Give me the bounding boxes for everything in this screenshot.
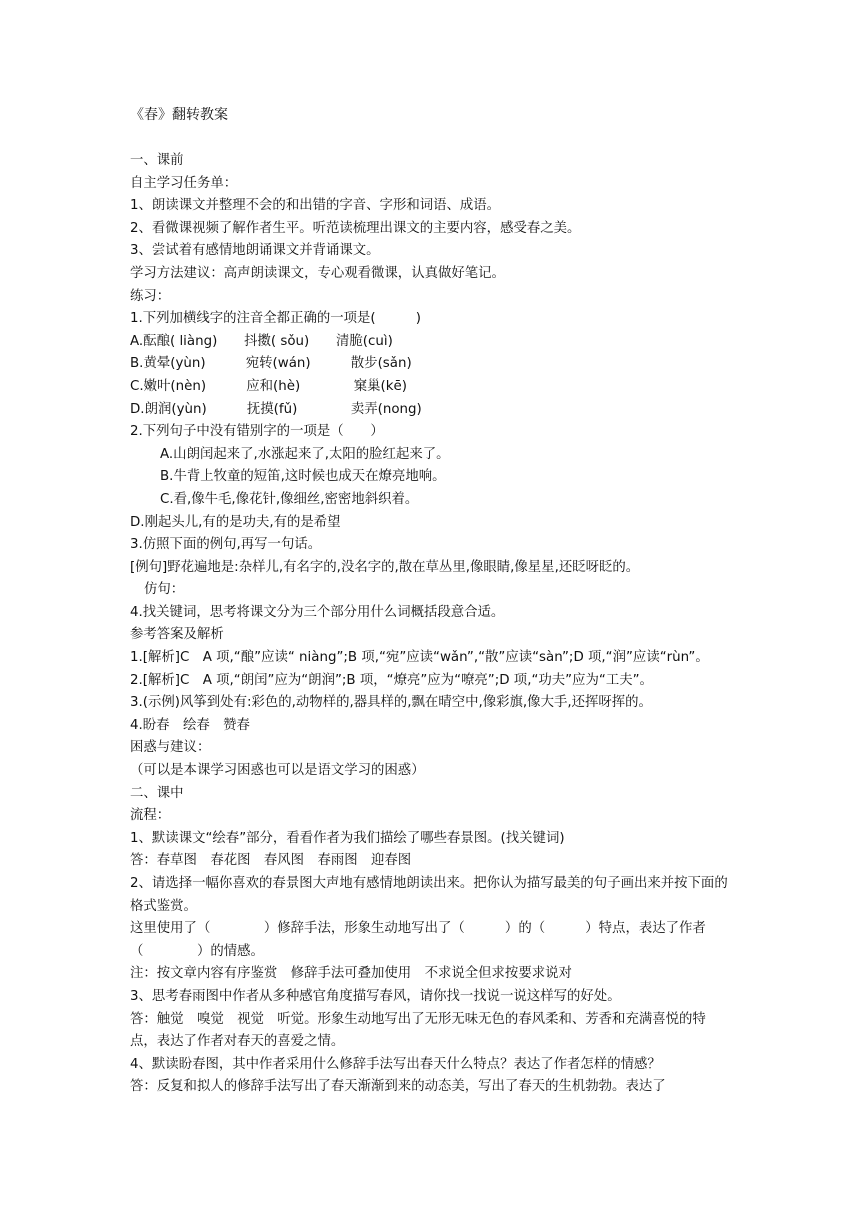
answer-line: 答：反复和拟人的修辞手法写出了春天渐渐到来的动态美，写出了春天的生机勃勃。表达了 bbox=[130, 1079, 666, 1095]
option-line: A.山朗闰起来了,水涨起来了,太阳的脸红起来了。 bbox=[160, 446, 450, 462]
text-line: （可以是本课学习困惑也可以是语文学习的困惑） bbox=[130, 763, 425, 779]
question-line: 3.仿照下面的例句,再写一句话。 bbox=[130, 537, 322, 553]
section-heading: 一、课前 bbox=[130, 153, 184, 168]
document-title: 《春》翻转教案 bbox=[130, 107, 228, 123]
text-line: 3、尝试着有感情地朗诵课文并背诵课文。 bbox=[130, 243, 380, 259]
document-body bbox=[130, 150, 732, 1099]
answer-line: 答：触觉 嗅觉 视觉 听觉。形象生动地写出了无形无味无色的春风柔和、芳香和充满喜悦的特点，表达了作者对春天的喜爱之情。 bbox=[130, 1011, 706, 1050]
text-line: 仿句： bbox=[144, 582, 185, 598]
option-line: D.刚起头儿,有的是功夫,有的是希望 bbox=[130, 514, 341, 530]
option-line: B.黄晕(yùn) 宛转(wán) 散步(sǎn) bbox=[130, 356, 412, 372]
answer-line: 3.(示例)风筝到处有:彩色的,动物样的,器具样的,飘在晴空中,像彩旗,像大手,还挥呀挥的。 bbox=[130, 695, 652, 711]
text-line: 2、请选择一幅你喜欢的春景图大声地有感情地朗读出来。把你认为描写最美的句子画出来并按下面的格式鉴赏。 bbox=[130, 876, 728, 914]
text-line: 2、看微课视频了解作者生平。听范读梳理出课文的主要内容，感受春之美。 bbox=[130, 220, 581, 236]
text-line: 流程： bbox=[130, 808, 171, 824]
answer-line: 4.盼春 绘春 赞春 bbox=[130, 717, 250, 733]
option-line: C.看,像牛毛,像花针,像细丝,密密地斜织着。 bbox=[160, 491, 419, 507]
text-line: 自主学习任务单： bbox=[130, 175, 238, 191]
text-line: 注：按文章内容有序鉴赏 修辞手法可叠加使用 不求说全但求按要求说对 bbox=[130, 966, 572, 982]
text-line: 练习： bbox=[130, 288, 171, 304]
text-line: 3、思考春雨图中作者从多种感官角度描写春风，请你找一找说一说这样写的好处。 bbox=[130, 988, 621, 1004]
text-line: 困惑与建议： bbox=[130, 740, 211, 756]
option-line: D.朗润(yùn) 抚摸(fǔ) 卖弄(nong) bbox=[130, 401, 422, 417]
answer-line: 2.[解析]C A 项,“朗闰”应为“朗润”;B 项，“燎亮”应为“嘹亮”;D 项,“功夫”应为“工夫”。 bbox=[130, 672, 653, 688]
text-line: 学习方法建议：高声朗读课文，专心观看微课，认真做好笔记。 bbox=[130, 265, 505, 281]
section-heading: 二、课中 bbox=[130, 785, 184, 801]
section-heading: 参考答案及解析 bbox=[130, 627, 224, 643]
question-line: 1.下列加横线字的注音全都正确的一项是( ) bbox=[130, 311, 422, 327]
question-line: 2.下列句子中没有错别字的一项是（ ） bbox=[130, 424, 384, 440]
option-line: C.嫩叶(nèn) 应和(hè) 窠巢(kē) bbox=[130, 378, 407, 394]
text-line: 1、朗读课文并整理不会的和出错的字音、字形和词语、成语。 bbox=[130, 198, 501, 214]
option-line: B.牛背上牧童的短笛,这时候也成天在燎亮地响。 bbox=[160, 469, 446, 485]
answer-line: 答：春草图 春花图 春风图 春雨图 迎春图 bbox=[130, 853, 412, 869]
question-line: 4.找关键词，思考将课文分为三个部分用什么词概括段意合适。 bbox=[130, 604, 505, 620]
text-line: [例句]野花遍地是:杂样儿,有名字的,没名字的,散在草丛里,像眼睛,像星星,还眨呀眨的。 bbox=[130, 559, 640, 575]
text-line: 4、默读盼春图，其中作者采用什么修辞手法写出春天什么特点？表达了作者怎样的情感？ bbox=[130, 1056, 661, 1072]
option-line: A.酝酿( liàng) 抖擞( sǒu) 清脆(cuì) bbox=[130, 333, 393, 349]
answer-line: 1.[解析]C A 项,“酿”应读“ niàng”;B 项,“宛”应读“wǎn”,“散”应读“sàn”;D 项,“润”应读“rùn”。 bbox=[130, 650, 709, 666]
text-line: 1、默读课文“绘春”部分，看看作者为我们描绘了哪些春景图。(找关键词) bbox=[130, 830, 565, 846]
text-line: 这里使用了（ ）修辞手法，形象生动地写出了（ ）的（ ）特点，表达了作者（ ）的情感。 bbox=[130, 921, 706, 959]
